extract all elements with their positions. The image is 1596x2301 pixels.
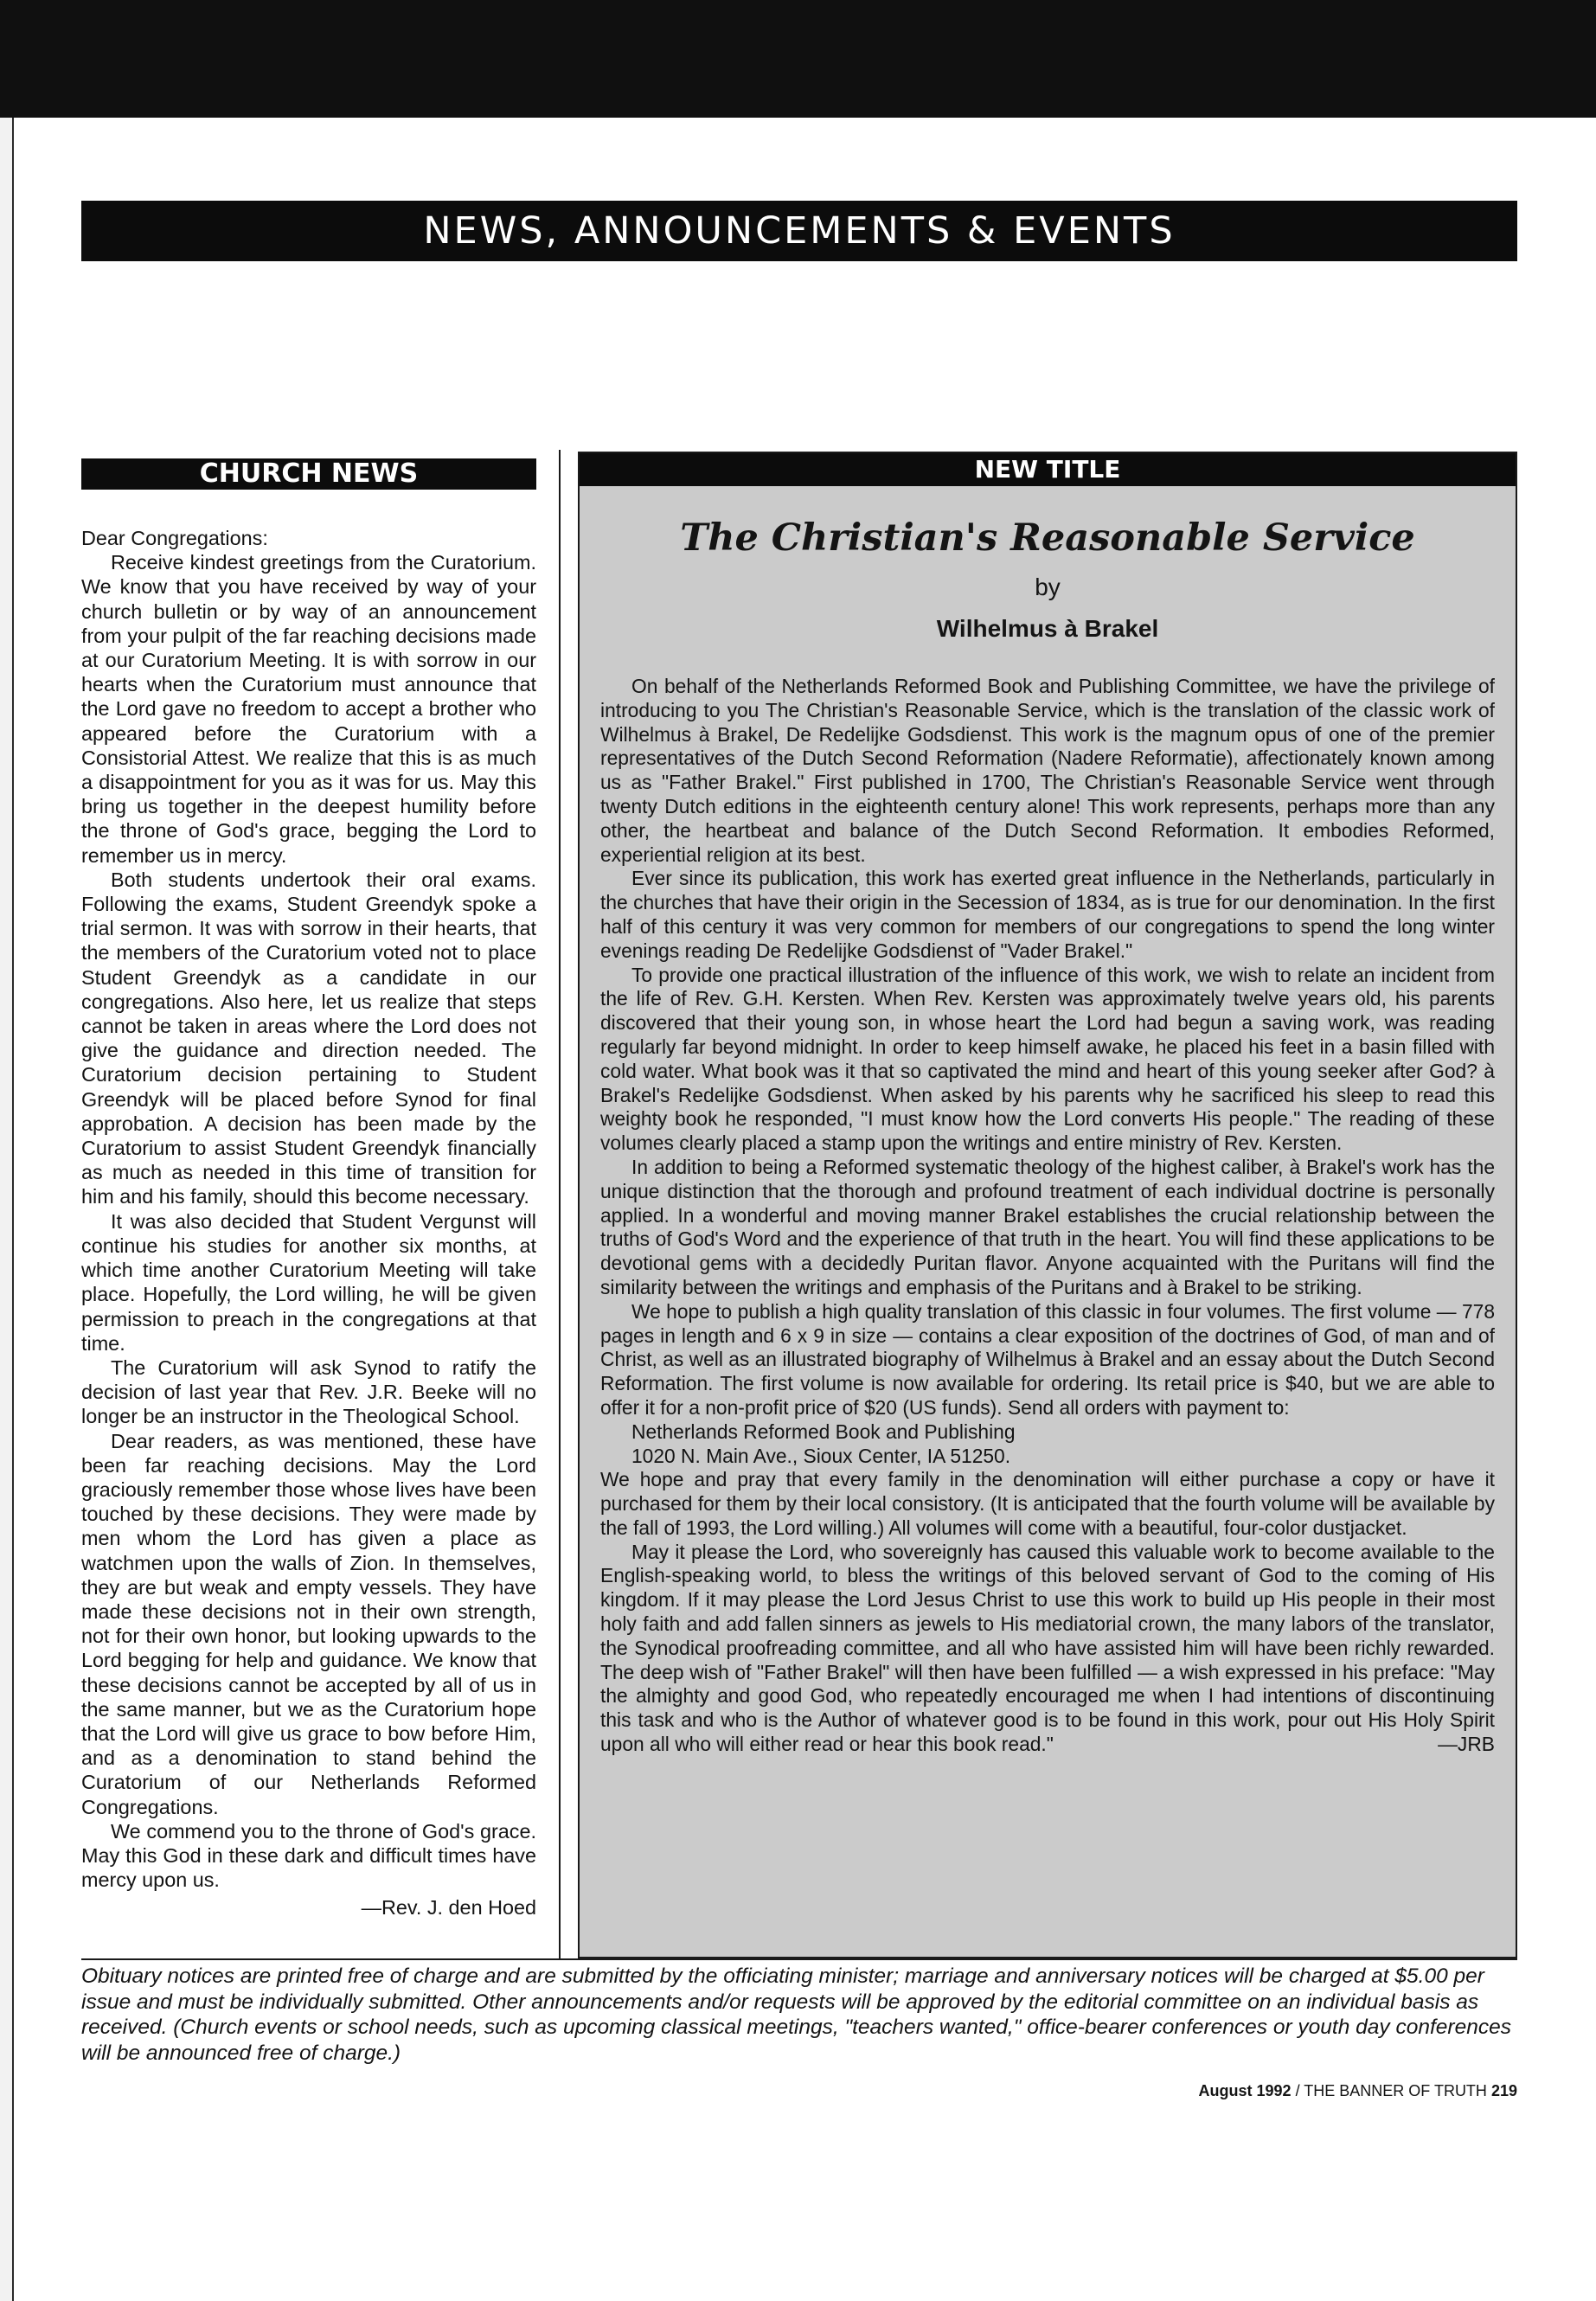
order-address-line: Netherlands Reformed Book and Publishing xyxy=(631,1420,1016,1443)
scan-edge-top xyxy=(0,0,1596,118)
new-title-paragraph: We hope to publish a high quality translation of this classic in four volumes. The first volume — 778 pages in length and 6 x 9 in size — contains a clear exposition of the doctrines of God, of man and of Christ, as well as an illustrated biography of Wilhelmus à Brakel and an essay about the Dutch Second Reformation. The first volume is now available for ordering. Its retail price is $40, but we are able to offer it for a non-profit price of $20 (US funds). Send all orders with payment to: xyxy=(600,1299,1495,1419)
new-title-box xyxy=(578,452,1517,1958)
column-divider xyxy=(559,450,561,1960)
author-initials: —JRB xyxy=(1438,1733,1495,1756)
page-footer xyxy=(952,2080,1517,2102)
new-title-paragraph: We hope and pray that every family in the denomination will either purchase a copy or have it purchased for them by their local consistory. (It is anticipated that the fourth volume will be available by the fall of 1993, the Lord willing.) All volumes will come with a beautiful, four-color dustjacket. xyxy=(600,1468,1495,1539)
order-address-line: 1020 N. Main Ave., Sioux Center, IA 51250. xyxy=(631,1444,1011,1467)
signature: —Rev. J. den Hoed xyxy=(361,1896,536,1920)
page-number: 219 xyxy=(1490,2082,1517,2099)
footer-date: August 1992 xyxy=(1198,2082,1292,2099)
church-news-column xyxy=(81,526,536,1955)
closing-text: May it please the Lord, who sovereignly has caused this valuable work to become available to the English-speaking world, to bless the writings of this beloved servant of God to the coming of His kingdom. If it may please the Lord Jesus Christ to use this work to build up His people in their most holy faith and add fallen sinners as jewels to His mediatorial crown, the many labors of the translator, the Synodical proofreading committee, and all who have assisted him will have been richly rewarded. The deep wish of "Father Brakel" will then have been fulfilled — a wish expressed in his preface: "May the almighty and good God, who repeatedly encouraged me when I had intentions of discontinuing this task and who is the Author of whatever good is to be found in this work, pour out His Holy Spirit upon all who will either read or hear this book read." xyxy=(600,1540,1495,1756)
section-banner: NEWS, ANNOUNCEMENTS & EVENTS xyxy=(81,201,1517,261)
church-news-paragraph: It was also decided that Student Vergunst will continue his studies for another six months, at which time another Curatorium Meeting will take place. Hopefully, the Lord willing, he will be given permission to preach in the congregations at that time. xyxy=(81,1209,536,1355)
new-title-paragraph: To provide one practical illustration of the influence of this work, we wish to relate an incident from the life of Rev. G.H. Kersten. When Rev. Kersten was approximately twelve years old, his parents discovered that their young son, in whose heart the Lord had begun a saving work, was reading regularly far beyond midnight. In order to keep himself awake, he placed his feet in a basin filled with cold water. What book was it that so captivated the mind and heart of this young seeker after God? à Brakel's Redelijke Godsdienst. When asked by his parents why he sacrificed his sleep to read this weighty book he responded, "I must know how the Lord converts His people." The reading of these volumes clearly placed a stamp upon the writings and entire ministry of Rev. Kersten. xyxy=(600,963,1495,1155)
church-news-paragraph: Receive kindest greetings from the Curatorium. We know that you have received by way of your church bulletin or by way of an announcement from your pulpit of the far reaching decisions made at our Curatorium Meeting. It is with sorrow in our hearts when the Curatorium must announce that the Lord gave no freedom to accept a brother who appeared before the Curatorium with a Consistorial Attest. We realize that this is as much a disappointment for you as it was for us. May this bring us together in the deepest humility before the throne of God's grace, begging the Lord to remember us in mercy. xyxy=(81,551,536,867)
new-title-heading: NEW TITLE xyxy=(580,453,1516,486)
notice-text: Obituary notices are printed free of charge and are submitted by the officiating minister; marriage and anniversary notices will be charged at $5.00 per issue and must be individually submitted. Other announcements and/or requests will be approved by the editorial committee on an individual basis as received. (Church events or school needs, such as upcoming classical meetings, "teachers wanted," office-bearer conferences or youth day conferences will be announced free of charge.) xyxy=(81,1965,1511,2065)
notice-rule xyxy=(81,1958,1517,1960)
scan-edge-left xyxy=(0,118,14,2301)
church-news-heading: CHURCH NEWS xyxy=(81,458,536,490)
church-news-paragraph: Both students undertook their oral exams. Following the exams, Student Greendyk spoke a trial sermon. It was with sorrow in their hearts, that the members of the Curatorium voted not to place Student Greendyk as a candidate in our congregations. Also here, let us realize that steps cannot be taken in areas where the Lord does not give the guidance and direction needed. The Curatorium decision pertaining to Student Greendyk will be placed before Synod for final approbation. A decision has been made by the Curatorium to assist Student Greendyk financially as much as needed in this time of transition for him and his family, should this become necessary. xyxy=(81,868,536,1208)
church-news-paragraph: Dear readers, as was mentioned, these have been far reaching decisions. May the Lord graciously remember those whose lives have been touched by these decisions. They were made by men whom the Lord has given a place as watchmen upon the walls of Zion. In themselves, they are but weak and empty vessels. They have made these decisions not in their own strength, not for their own honor, but looking upwards to the Lord begging for help and guidance. We know that these decisions cannot be accepted by all of us in the same manner, but we as the Curatorium hope that the Lord will give us grace to bow before Him, and as a denomination to stand behind the Curatorium of our Netherlands Reformed Congregations. xyxy=(81,1429,536,1818)
church-news-paragraph: We commend you to the throne of God's grace. May this God in these dark and difficult times have mercy upon us. xyxy=(81,1819,536,1892)
book-title: The Christian's Reasonable Service xyxy=(680,516,1415,560)
new-title-closing xyxy=(600,1541,1495,1757)
salutation: Dear Congregations: xyxy=(81,527,268,549)
new-title-paragraph: On behalf of the Netherlands Reformed Book and Publishing Committee, we have the privilege of introducing to you The Christian's Reasonable Service, which is the translation of the classic work of Wilhelmus à Brakel, De Redelijke Godsdienst. This work is the magnum opus of one of the premier representatives of the Dutch Second Reformation (Nadere Reformatie), affectionately known among us as "Father Brakel." First published in 1700, The Christian's Reasonable Service went through twenty Dutch editions in the eighteenth century alone! This work represents, perhaps more than any other, the heartbeat and balance of the Dutch Second Reformation. It embodies Reformed, experiential religion at its best. xyxy=(600,675,1495,866)
book-author: Wilhelmus à Brakel xyxy=(936,615,1159,642)
book-by: by xyxy=(1035,574,1061,600)
new-title-paragraph: In addition to being a Reformed systematic theology of the highest caliber, à Brakel's work has the unique distinction that the thorough and profound treatment of each individual doctrine is personally applied. In a wonderful and moving manner Brakel establishes the crucial relationship between the truths of God's Word and the experience of that truth in the heart. You will find these applications to be devotional gems with a decidedly Puritan flavor. Anyone acquainted with the Puritans will find the similarity between the writings and emphasis of the Puritans and à Brakel to be striking. xyxy=(600,1155,1495,1298)
footer-publication: / THE BANNER OF TRUTH xyxy=(1295,2082,1487,2099)
church-news-paragraph: The Curatorium will ask Synod to ratify the decision of last year that Rev. J.R. Beeke will no longer be an instructor in the Theological School. xyxy=(81,1356,536,1428)
new-title-paragraph: Ever since its publication, this work has exerted great influence in the Netherlands, particularly in the churches that have their origin in the Secession of 1834, as is true for our denomination. In the first half of this century it was very common for members of our congregations to spend the long winter evenings reading De Redelijke Godsdienst of "Vader Brakel." xyxy=(600,867,1495,962)
new-title-body xyxy=(600,675,1495,1938)
